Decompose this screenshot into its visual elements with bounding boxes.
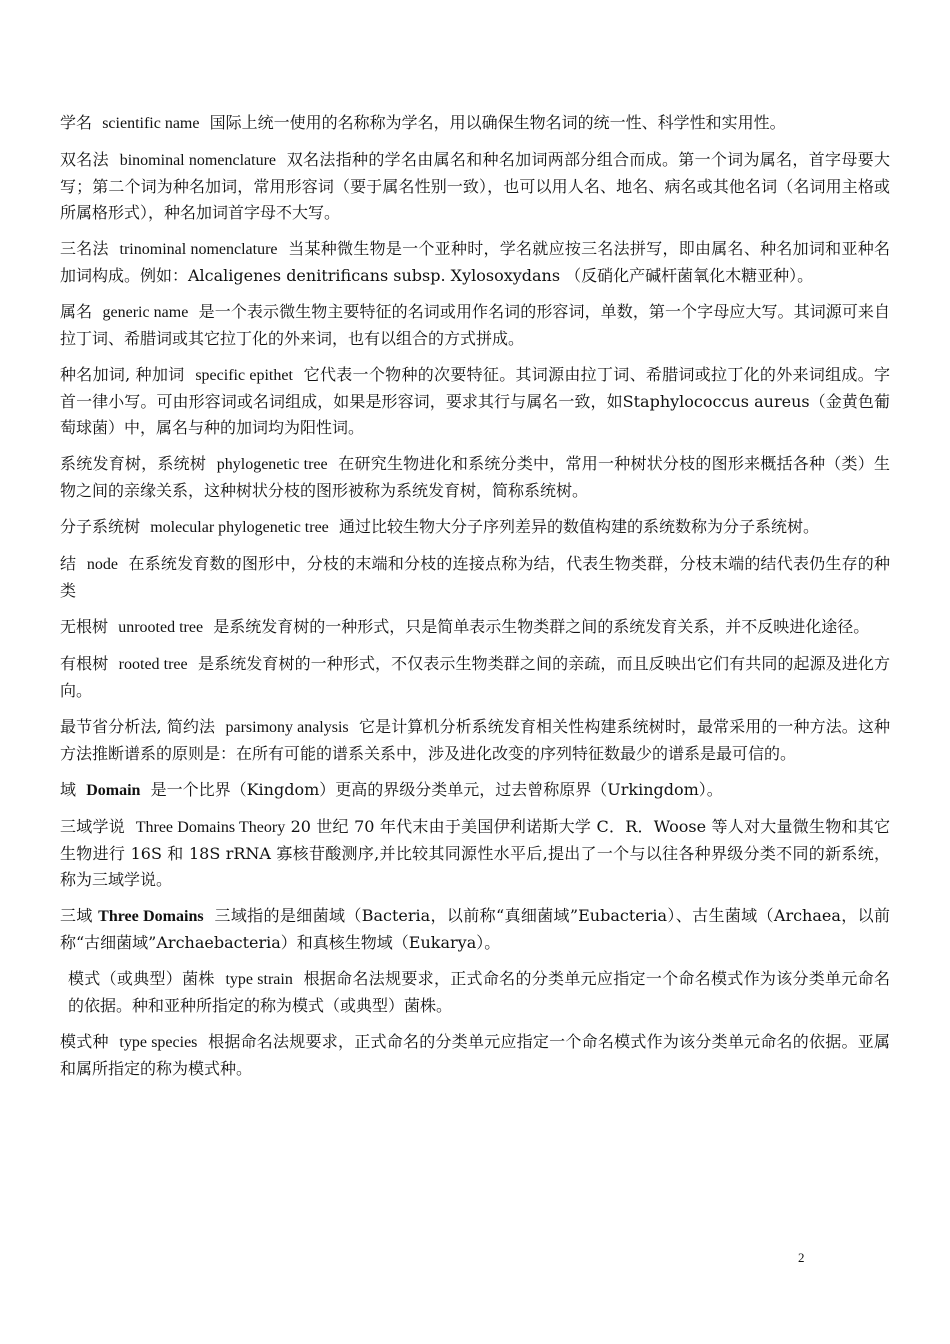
term-zh: 三域学说 (60, 817, 126, 836)
entry-binominal-nomenclature (60, 147, 890, 226)
term-en: rooted tree (118, 656, 188, 673)
term-en: type strain (225, 971, 293, 988)
term-zh: 双名法 (60, 150, 109, 169)
term-en: Three Domains (98, 908, 204, 925)
term-zh: 三名法 (60, 239, 109, 258)
term-zh: 域 (60, 780, 77, 799)
entry-parsimony-analysis (60, 714, 890, 767)
term-en: phylogenetic tree (216, 456, 328, 473)
term-definition: 在研究生物进化和系统分类中，常用一种树状分枝的图形来概括各种（类）生物之间的亲缘关系，这种树状分枝的图形被称为系统发育树，简称系统树。 (60, 454, 890, 500)
term-definition: 当某种微生物是一个亚种时，学名就应按三名法拼写，即由属名、种名加词和亚种名加词构成。例如：Alcaligenes denitrificans subsp. Xylosoxydans （反硝化产碱杆菌氧化木糖亚种）。 (60, 239, 890, 285)
term-en: scientific name (102, 115, 200, 132)
term-definition: 是系统发育树的一种形式，只是简单表示生物类群之间的系统发育关系，并不反映进化途径。 (213, 617, 870, 636)
entry-trinominal-nomenclature (60, 236, 890, 289)
term-en: parsimony analysis (225, 719, 349, 736)
term-zh: 结 (60, 554, 77, 573)
term-en: unrooted tree (118, 619, 204, 636)
term-en: node (86, 556, 118, 573)
term-zh: 有根树 (60, 654, 109, 673)
entry-specific-epithet (60, 362, 890, 441)
term-definition: 它代表一个物种的次要特征。其词源由拉丁词、希腊词或拉丁化的外来词组成。字首一律小写。可由形容词或名词组成，如果是形容词，要求其行与属名一致，如Staphylococcus aureus（金黄色葡萄球菌）中，属名与种的加词均为阳性词。 (60, 365, 890, 437)
term-zh: 种名加词, 种加词 (60, 365, 185, 384)
entry-three-domains (60, 903, 890, 956)
document-page (60, 110, 890, 1092)
entry-domain (60, 777, 890, 804)
page-number: 2 (798, 1250, 805, 1265)
entry-phylogenetic-tree (60, 451, 890, 504)
term-definition: 在系统发育数的图形中，分枝的末端和分枝的连接点称为结，代表生物类群，分枝末端的结代表仍生存的种类 (60, 554, 891, 600)
entry-rooted-tree (60, 651, 890, 704)
term-definition: 双名法指种的学名由属名和种名加词两部分组合而成。第一个词为属名，首字母要大写；第二个词为种名加词，常用形容词（要于属名性别一致），也可以用人名、地名、病名或其他名词（名词用主格或所属格形式），种名加词首字母不大写。 (60, 150, 890, 222)
term-zh: 三域 (60, 906, 93, 925)
term-zh: 属名 (60, 302, 93, 321)
term-definition: 三域指的是细菌域（Bacteria，以前称“真细菌域”Eubacteria）、古生菌域（Archaea，以前称“古细菌域”Archaebacteria）和真核生物域（Eukarya）。 (60, 906, 890, 952)
term-en: specific epithet (195, 367, 293, 384)
entry-molecular-phylogenetic-tree (60, 514, 890, 541)
entry-three-domains-theory (60, 814, 890, 893)
term-definition: 根据命名法规要求，正式命名的分类单元应指定一个命名模式作为该分类单元命名的依据。种和亚种所指定的称为模式（或典型）菌株。 (68, 969, 890, 1015)
term-definition: 国际上统一使用的名称称为学名，用以确保生物名词的统一性、科学性和实用性。 (209, 113, 786, 132)
entry-generic-name (60, 299, 890, 352)
term-zh: 最节省分析法, 简约法 (60, 717, 216, 736)
term-definition: 根据命名法规要求，正式命名的分类单元应指定一个命名模式作为该分类单元命名的依据。亚属和属所指定的称为模式种。 (60, 1032, 891, 1078)
term-en: type species (119, 1034, 198, 1051)
term-zh: 模式（或典型）菌株 (68, 969, 215, 988)
term-en: trinominal nomenclature (119, 241, 278, 258)
entry-type-species (60, 1029, 890, 1082)
term-definition: 它是计算机分析系统发育相关性构建系统树时，最常采用的一种方法。这种方法推断谱系的原则是：在所有可能的谱系关系中，涉及进化改变的序列特征数最少的谱系是最可信的。 (60, 717, 890, 763)
term-en: molecular phylogenetic tree (150, 519, 329, 536)
term-zh: 学名 (60, 113, 93, 132)
term-definition: 20 世纪 70 年代末由于美国伊利诺斯大学 C．R．Woose 等人对大量微生物和其它生物进行 16S 和 18S rRNA 寡核苷酸测序,并比较其同源性水平后,提出了一个与以往各种界级分类不同的新系统，称为三域学说。 (60, 817, 890, 889)
term-en: Three Domains Theory (135, 819, 286, 836)
term-definition: 是系统发育树的一种形式，不仅表示生物类群之间的亲疏，而且反映出它们有共同的起源及进化方向。 (60, 654, 891, 700)
term-definition: 是一个表示微生物主要特征的名词或用作名词的形容词，单数，第一个字母应大写。其词源可来自拉丁词、希腊词或其它拉丁化的外来词，也有以组合的方式拼成。 (60, 302, 891, 348)
term-zh: 系统发育树，系统树 (60, 454, 207, 473)
term-zh: 无根树 (60, 617, 109, 636)
term-en: generic name (102, 304, 189, 321)
entry-node (60, 551, 890, 604)
term-en: binominal nomenclature (119, 152, 276, 169)
entry-type-strain (60, 966, 890, 1019)
term-en: Domain (86, 782, 141, 799)
term-zh: 分子系统树 (60, 517, 141, 536)
entry-unrooted-tree (60, 614, 890, 641)
term-definition: 是一个比界（Kingdom）更高的界级分类单元，过去曾称原界（Urkingdom）。 (150, 780, 723, 799)
term-definition: 通过比较生物大分子序列差异的数值构建的系统数称为分子系统树。 (338, 517, 819, 536)
entry-scientific-name (60, 110, 890, 137)
term-zh: 模式种 (60, 1032, 109, 1051)
